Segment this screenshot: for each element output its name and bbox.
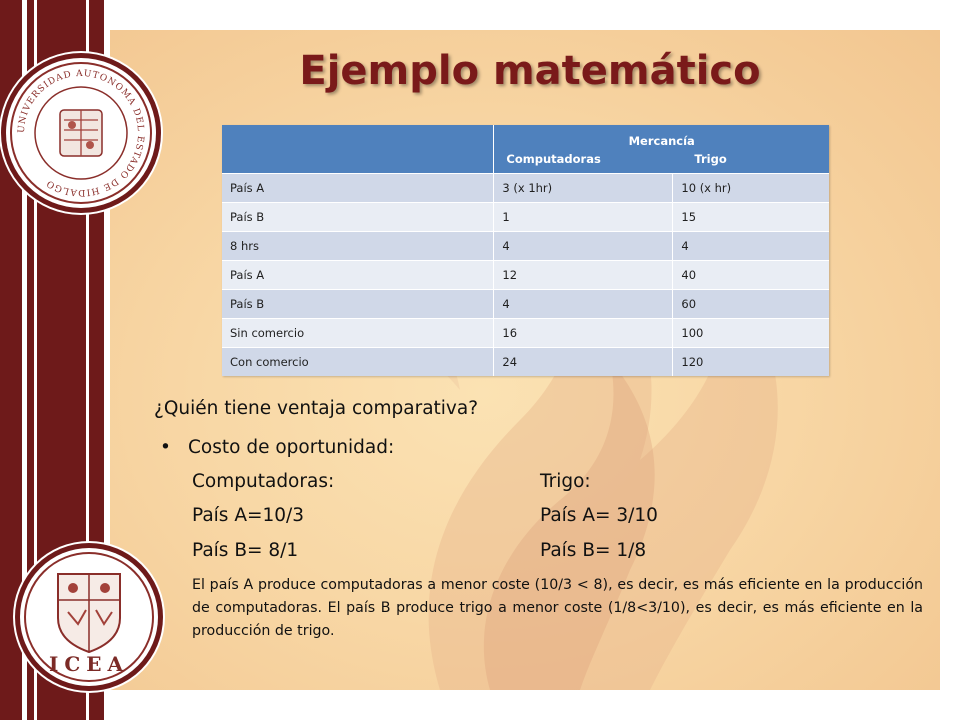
table-cell: 60: [673, 290, 829, 319]
table-cell: 100: [673, 319, 829, 348]
icea-logo-icon: [20, 548, 158, 686]
table-cell: 16: [494, 319, 673, 348]
bullet-text: Costo de oportunidad:: [188, 437, 395, 458]
computadoras-pais-a: País A=10/3: [192, 505, 305, 526]
table-row: [222, 261, 829, 290]
header-merchandise-cell: [494, 125, 829, 174]
trigo-pais-b: País B= 1/8: [540, 540, 647, 561]
table-cell: 4: [494, 232, 673, 261]
header-merchandise-title: Mercancía: [628, 134, 695, 148]
slide-title: Ejemplo matemático: [299, 48, 761, 94]
table-cell: 4: [494, 290, 673, 319]
trigo-label: Trigo:: [540, 471, 591, 492]
table-cell: 12: [494, 261, 673, 290]
svg-text:UNIVERSIDAD AUTONOMA DEL ESTAD: UNIVERSIDAD AUTONOMA DEL ESTADO DE HIDALGO: [16, 68, 146, 198]
table-cell: 10 (x hr): [673, 174, 829, 203]
table-cell: País A: [222, 174, 494, 203]
table-cell: 4: [673, 232, 829, 261]
svg-text:ICEA: ICEA: [48, 652, 130, 676]
table-header-row: [222, 125, 829, 174]
computadoras-pais-b: País B= 8/1: [192, 540, 299, 561]
bullet-icon: •: [160, 437, 171, 458]
data-table: [222, 125, 829, 376]
table-cell: 40: [673, 261, 829, 290]
table-row: [222, 348, 829, 377]
bullet-line: [160, 437, 394, 458]
table-cell: País A: [222, 261, 494, 290]
header-trigo: Trigo: [694, 152, 727, 166]
table-row: [222, 290, 829, 319]
header-empty-cell: [222, 125, 494, 174]
table-row: [222, 174, 829, 203]
table-row: [222, 203, 829, 232]
header-computadoras: Computadoras: [506, 152, 601, 166]
table-cell: 15: [673, 203, 829, 232]
table-row: [222, 232, 829, 261]
trigo-pais-a: País A= 3/10: [540, 505, 658, 526]
computadoras-label: Computadoras:: [192, 471, 335, 492]
table-cell: Sin comercio: [222, 319, 494, 348]
question-text: ¿Quién tiene ventaja comparativa?: [154, 398, 479, 419]
table-cell: País B: [222, 203, 494, 232]
table-cell: Con comercio: [222, 348, 494, 377]
table-cell: País B: [222, 290, 494, 319]
table-row: [222, 319, 829, 348]
table-cell: 8 hrs: [222, 232, 494, 261]
table-cell: 1: [494, 203, 673, 232]
table-cell: 120: [673, 348, 829, 377]
table-cell: 3 (x 1hr): [494, 174, 673, 203]
table-cell: 24: [494, 348, 673, 377]
conclusion-paragraph: El país A produce computadoras a menor coste (10/3 < 8), es decir, es más eficiente en la producción de computadoras. El país B produce trigo a menor coste (1/8<3/10), es decir, es más eficiente en la producción de trigo.: [192, 577, 923, 639]
